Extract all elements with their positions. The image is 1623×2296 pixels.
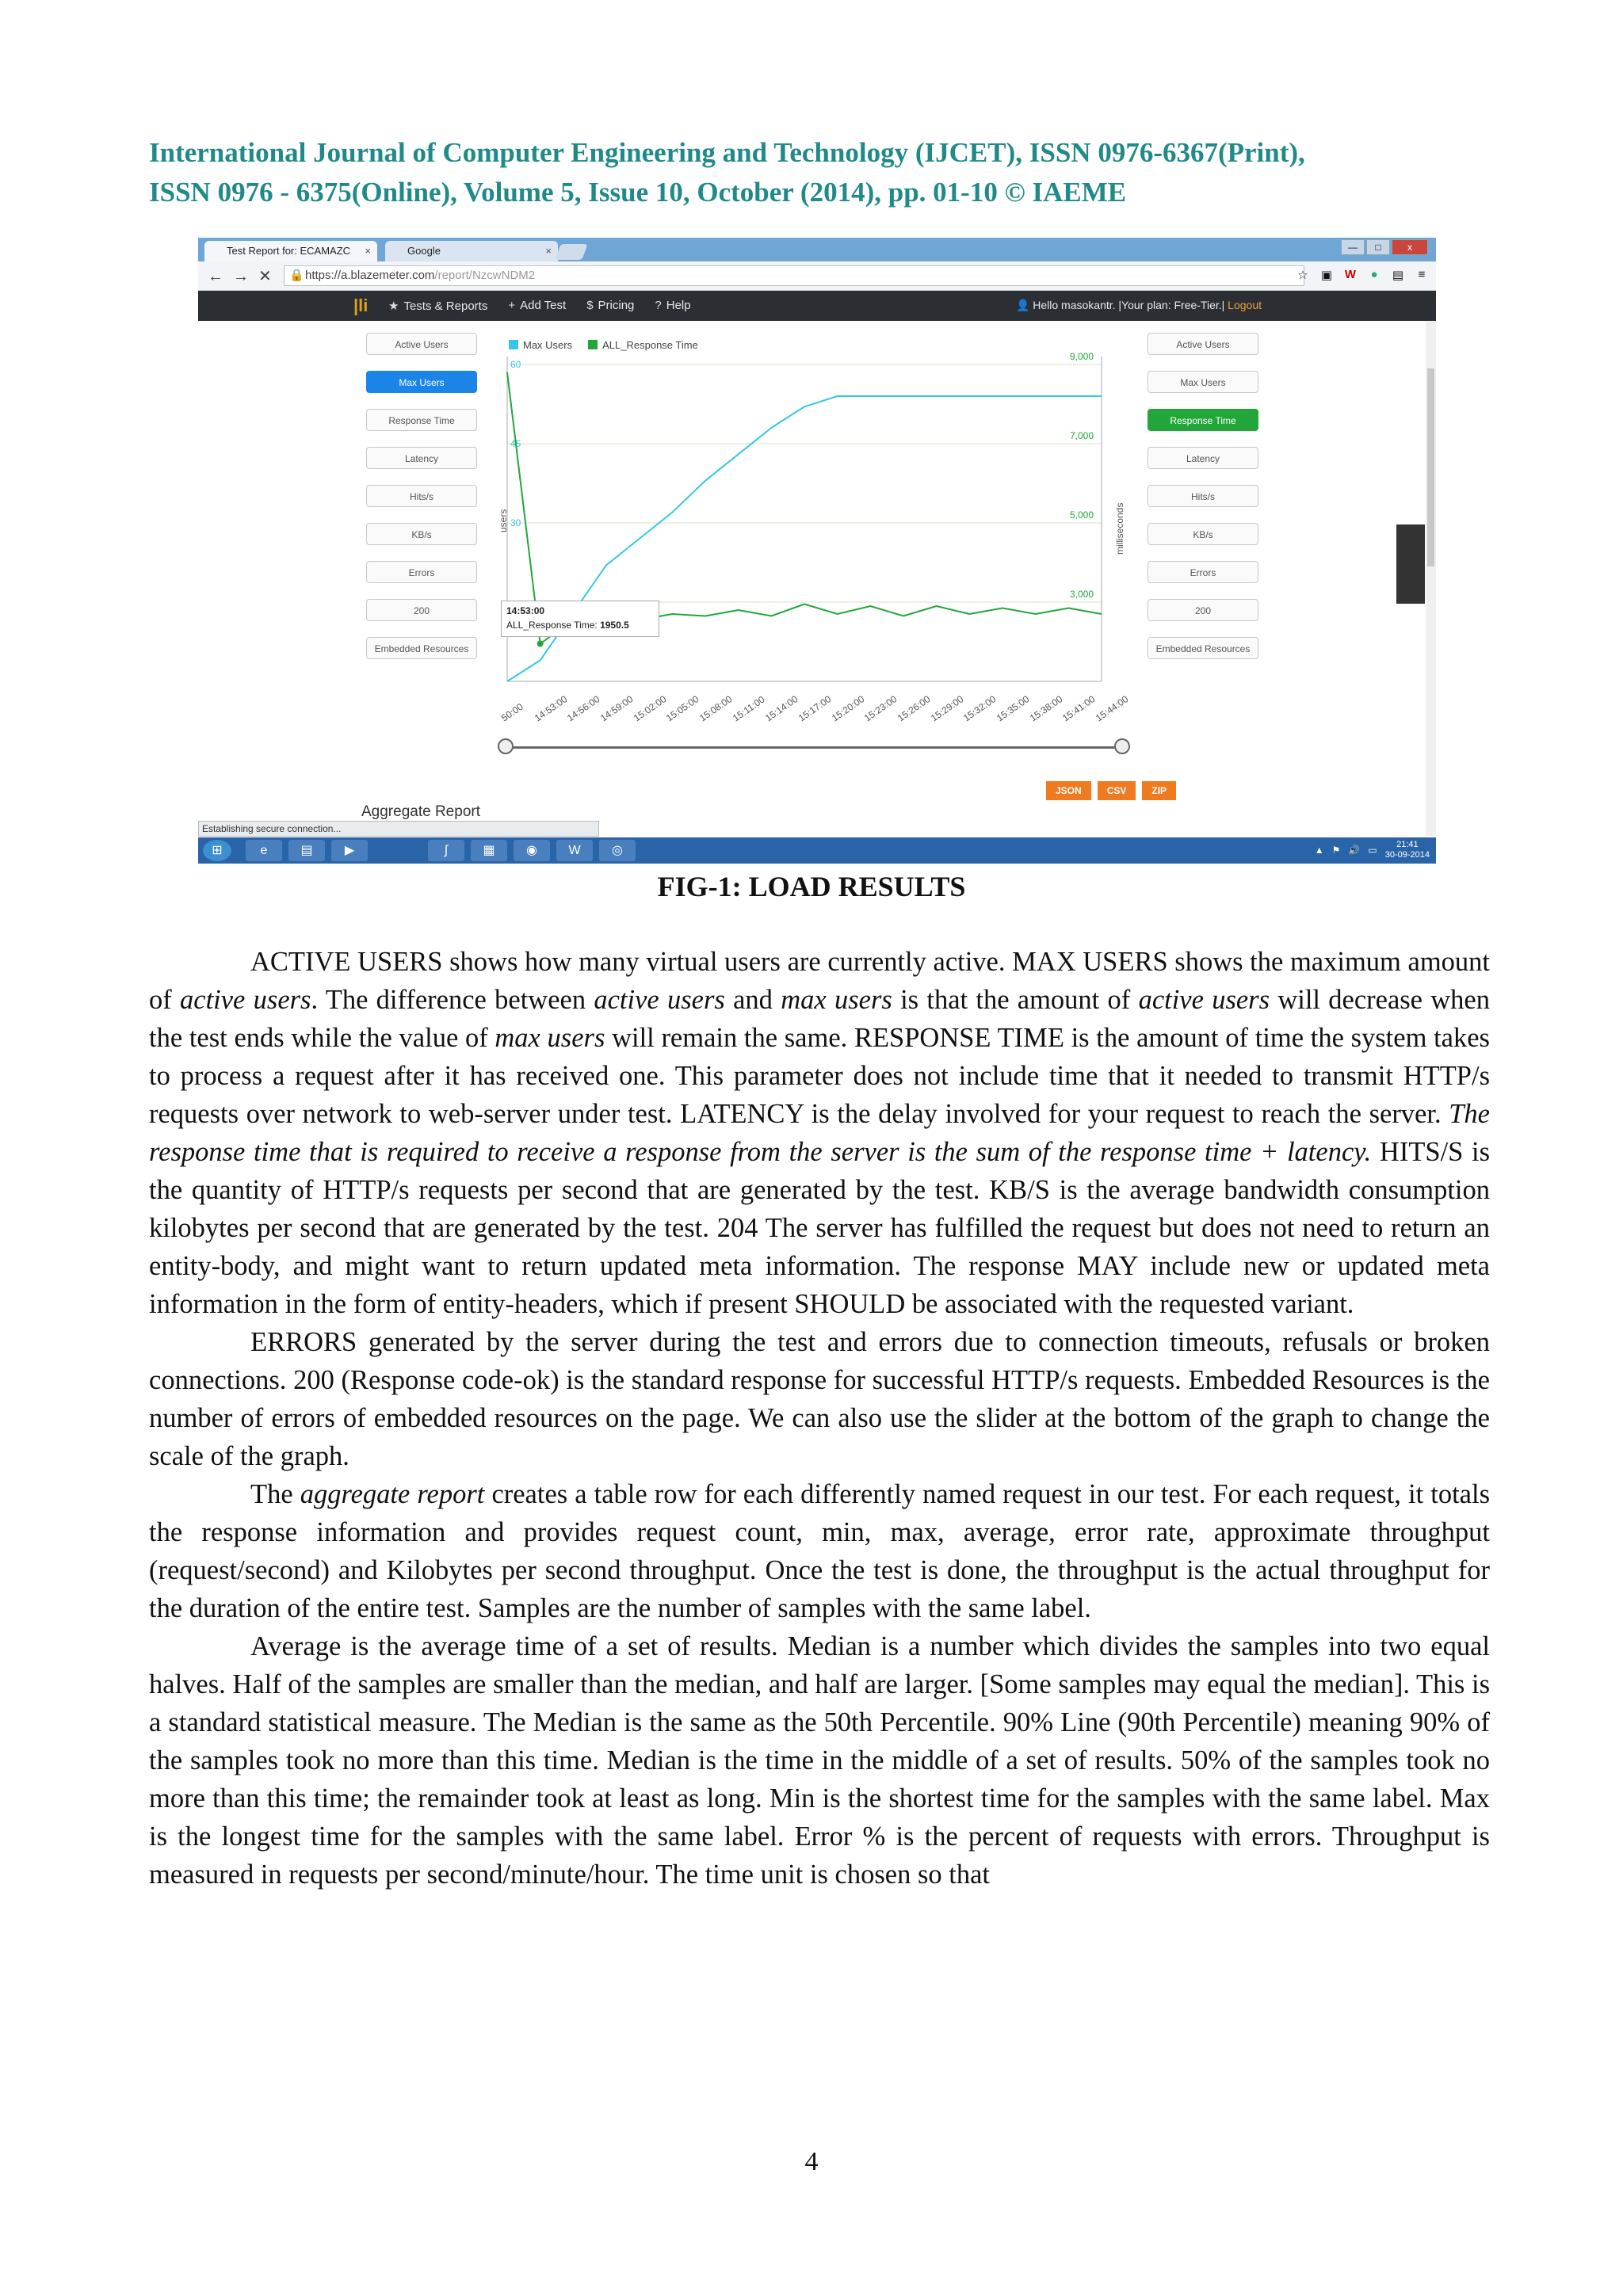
y-left-tick-label: 60 (510, 359, 521, 370)
export-zip-button[interactable]: ZIP (1142, 781, 1176, 800)
app-menu (388, 299, 691, 313)
x-tick-label: 15:32:00 (961, 693, 999, 724)
clock-date: 30-09-2014 (1384, 850, 1430, 860)
back-arrow-icon[interactable]: ← (208, 268, 233, 285)
y-right-tick-label: 9,000 (1070, 351, 1094, 362)
word-icon[interactable]: W (556, 840, 593, 861)
x-tick-label: 15:17:00 (796, 693, 834, 724)
menu-add-test[interactable] (508, 299, 566, 313)
y-right-tick-label: 3,000 (1070, 589, 1094, 600)
menu-help-label: Help (666, 299, 691, 312)
status-message: Establishing secure connection... (198, 821, 599, 837)
tooltip-time: 14:53:00 (506, 605, 545, 616)
menu-pricing[interactable] (586, 299, 634, 313)
left-btn-max-users[interactable]: Max Users (366, 371, 477, 393)
logout-link[interactable]: Logout (1228, 299, 1262, 311)
menu-tests-reports[interactable] (388, 299, 487, 313)
tooltip-value: 1950.5 (600, 620, 629, 631)
clock-time: 21:41 (1396, 840, 1419, 849)
x-tick-label: 15:02:00 (631, 693, 668, 724)
dollar-icon: $ (586, 299, 594, 312)
right-btn-active-users[interactable]: Active Users (1148, 333, 1258, 355)
y-axis-left-label: users (498, 509, 509, 532)
x-tick-label: 15:38:00 (1027, 693, 1064, 724)
maximize-button[interactable]: □ (1366, 239, 1390, 255)
extension-icons (1295, 268, 1430, 282)
nav-buttons (208, 266, 281, 286)
legend-response-time-label: ALL_Response Time (602, 339, 698, 351)
window-controls (1341, 239, 1428, 255)
ie-icon[interactable]: e (246, 840, 282, 861)
plus-icon: + (508, 299, 516, 312)
paragraph: Average is the average time of a set of results. Median is a number which divides the samples into two equal halves. Half of the samples are smaller than the median, and half are larger. [Some samples may equal the median]. This is a standard statistical measure. The Median is the same as the 50th Percentile. 90% Line (90th Percentile) meaning 90% of the samples took no more than this time. Median is the time in the middle of a set of results. 50% of the samples took no more than this time; the remainder took at least as long. Min is the shortest time for the samples with the same label. Max is the longest time for the samples with the same label. Error % is the percent of requests with errors. Throughput is measured in requests per second/minute/hour. The time unit is chosen so that (149, 1631, 1490, 1890)
url-path: /report/NzcwNDM2 (434, 269, 536, 282)
load-results-chart (468, 349, 1149, 705)
x-tick-label: 15:41:00 (1060, 693, 1098, 724)
media-player-icon[interactable]: ▶ (331, 840, 368, 861)
export-json-button[interactable]: JSON (1046, 781, 1091, 800)
tab-test-report-label: Test Report for: ECAMAZC (227, 245, 351, 257)
export-buttons (1046, 781, 1176, 800)
question-icon: ? (655, 299, 662, 312)
star-icon[interactable]: ☆ (1297, 269, 1308, 282)
browser-tabbar (198, 238, 1436, 261)
paragraph: ERRORS generated by the server during the test and errors due to connection timeouts, refusals or broken connections. 200 (Response code-ok) is the standard response for successful HTTP/s requests. Embedded Resources is the number of errors of embedded resources on the page. We can also use the slider at the bottom of the graph to change the scale of the graph. (149, 1327, 1490, 1471)
y-left-tick-label: 45 (510, 438, 521, 449)
aggregate-report-title: Aggregate Report (361, 803, 480, 820)
menu-help[interactable] (655, 299, 690, 313)
x-tick-label: 15:26:00 (896, 693, 933, 724)
x-tick-label: 50:00 (499, 700, 525, 724)
lock-icon: 🔒 (289, 269, 304, 282)
network-icon[interactable]: ▭ (1368, 845, 1377, 856)
x-tick-label: 15:23:00 (862, 693, 899, 724)
vertical-scrollbar[interactable] (1426, 321, 1436, 836)
x-tick-label: 15:11:00 (730, 693, 767, 724)
left-btn-embedded[interactable]: Embedded Resources (366, 637, 477, 659)
side-panel-tab[interactable] (1396, 524, 1425, 604)
x-tick-label: 14:59:00 (598, 693, 636, 724)
windows-taskbar (198, 837, 1436, 864)
series-line-max-users (507, 396, 1102, 681)
range-slider[interactable] (498, 745, 1130, 749)
url-input[interactable] (284, 265, 1304, 286)
right-btn-errors[interactable]: Errors (1148, 561, 1258, 583)
app-icon[interactable]: ▦ (471, 840, 507, 861)
export-csv-button[interactable]: CSV (1098, 781, 1136, 800)
right-btn-embedded[interactable]: Embedded Resources (1148, 637, 1258, 659)
extension-icon[interactable]: W (1344, 268, 1357, 281)
menu-add-test-label: Add Test (520, 299, 567, 312)
chrome-icon[interactable]: ◎ (599, 840, 636, 861)
left-btn-response-time[interactable]: Response Time (366, 409, 477, 431)
forward-arrow-icon[interactable]: → (233, 268, 258, 285)
flag-icon[interactable]: ⚑ (1331, 845, 1341, 856)
x-axis-ticks (491, 693, 1141, 746)
y-axis-right-label: milliseconds (1114, 502, 1125, 555)
extension-icon[interactable]: ▣ (1320, 269, 1333, 282)
firefox-icon[interactable]: ◉ (514, 840, 550, 861)
body-text (149, 943, 1490, 1894)
app-navbar (198, 291, 1436, 321)
journal-header (149, 133, 1480, 212)
x-tick-label: 15:44:00 (1094, 693, 1131, 724)
page-number: 4 (804, 2147, 819, 2176)
tab-test-report[interactable] (204, 241, 377, 261)
right-metric-buttons (1148, 333, 1262, 675)
y-right-tick-label: 7,000 (1070, 430, 1094, 441)
new-tab-button[interactable] (555, 244, 587, 260)
left-btn-latency[interactable]: Latency (366, 447, 477, 469)
y-right-tick-label: 5,000 (1070, 509, 1094, 521)
left-btn-hits[interactable]: Hits/s (366, 485, 477, 507)
tooltip-point (537, 641, 544, 647)
right-btn-hits[interactable]: Hits/s (1148, 485, 1258, 507)
journal-header-line2: ISSN 0976 - 6375(Online), Volume 5, Issue 10, October (2014), pp. 01-10 © IAEME (149, 177, 1127, 208)
extension-icon[interactable]: ● (1370, 268, 1378, 281)
right-btn-kbs[interactable]: KB/s (1148, 523, 1258, 545)
right-btn-max-users[interactable]: Max Users (1148, 371, 1258, 393)
left-btn-errors[interactable]: Errors (366, 561, 477, 583)
legend-max-users-label: Max Users (523, 339, 573, 351)
left-btn-active-users[interactable]: Active Users (366, 333, 477, 355)
journal-header-line1: International Journal of Computer Engineering and Technology (IJCET), ISSN 0976-6367(Print), (149, 137, 1305, 168)
chart-tooltip (501, 601, 659, 637)
menu-tests-reports-label: Tests & Reports (403, 299, 488, 313)
x-tick-label: 15:08:00 (697, 693, 735, 724)
x-tick-label: 15:35:00 (995, 693, 1032, 724)
minimize-button[interactable]: — (1341, 239, 1365, 255)
system-tray (1315, 840, 1430, 860)
user-info (1016, 299, 1262, 312)
windows-start-icon[interactable]: ⊞ (203, 840, 231, 861)
menu-pricing-label: Pricing (598, 299, 635, 312)
scrollbar-thumb[interactable] (1427, 368, 1434, 566)
extension-icon[interactable]: ▤ (1392, 269, 1404, 282)
x-tick-label: 14:53:00 (532, 693, 569, 724)
close-icon[interactable]: × (545, 245, 552, 257)
folder-icon[interactable]: ▤ (288, 840, 325, 861)
tab-google[interactable] (385, 241, 558, 261)
right-btn-200[interactable]: 200 (1148, 599, 1258, 621)
slider-track (506, 746, 1124, 749)
volume-icon[interactable]: 🔊 (1348, 845, 1361, 856)
window-close-button[interactable]: x (1392, 239, 1428, 255)
close-icon[interactable]: × (365, 245, 371, 257)
url-host: https://a.blazemeter.com (305, 269, 435, 282)
figure-caption: FIG-1: LOAD RESULTS (657, 871, 966, 902)
tab-google-label: Google (407, 245, 441, 257)
y-left-tick-label: 30 (510, 517, 521, 528)
left-metric-buttons (366, 333, 479, 675)
tooltip-label: ALL_Response Time: (506, 620, 598, 631)
user-icon: 👤 (1015, 299, 1030, 311)
star-icon: ★ (388, 299, 399, 313)
screenshot-figure (198, 238, 1436, 864)
user-greeting: Hello masokantr. |Your plan: Free-Tier.| (1033, 299, 1225, 311)
paragraph: The aggregate report creates a table row for each differently named request in our test. For each request, it totals the response information and provides request count, min, max, average, error rate, approximate throughput (request/second) and Kilobytes per second throughput. Once the test is done, the throughput is the actual throughput for the duration of the entire test. Samples are the number of samples with the same label. (149, 1479, 1490, 1623)
clock[interactable] (1385, 840, 1430, 860)
tray-arrow-icon[interactable]: ▲ (1314, 845, 1324, 856)
left-btn-200[interactable]: 200 (366, 599, 477, 621)
stop-icon[interactable]: ✕ (258, 268, 281, 285)
paragraph: ACTIVE USERS shows how many virtual users are currently active. MAX USERS shows the maximum amount of active users. The difference between active users and max users is that the amount of active users will decrease when the test ends while the value of max users will remain the same. RESPONSE TIME is the amount of time the system takes to process a request after it has received one. This parameter does not include time that it needed to transmit HTTP/s requests over network to web-server under test. LATENCY is the delay involved for your request to reach the server. The response time that is required to receive a response from the server is the sum of the response time + latency. HITS/S is the quantity of HTTP/s requests per second that are generated by the test. KB/S is the average bandwidth consumption kilobytes per second that are generated by the test. 204 The server has fulfilled the request but does not need to return an entity-body, and might want to return updated meta information. The response MAY include new or updated meta information in the form of entity-headers, which if present SHOULD be associated with the requested variant. (149, 947, 1490, 1319)
slider-right-handle[interactable] (1114, 738, 1130, 754)
math-app-icon[interactable]: ∫ (428, 840, 464, 861)
x-tick-label: 15:20:00 (829, 693, 866, 724)
blazemeter-logo[interactable]: |li (353, 296, 369, 315)
left-btn-kbs[interactable]: KB/s (366, 523, 477, 545)
right-btn-latency[interactable]: Latency (1148, 447, 1258, 469)
x-tick-label: 15:29:00 (928, 693, 965, 724)
right-btn-response-time[interactable]: Response Time (1148, 409, 1258, 431)
address-bar (198, 261, 1436, 291)
x-tick-label: 14:56:00 (565, 693, 602, 724)
menu-icon[interactable]: ≡ (1418, 268, 1426, 281)
slider-left-handle[interactable] (498, 738, 514, 754)
x-tick-label: 15:14:00 (763, 693, 800, 724)
x-tick-label: 15:05:00 (664, 693, 701, 724)
